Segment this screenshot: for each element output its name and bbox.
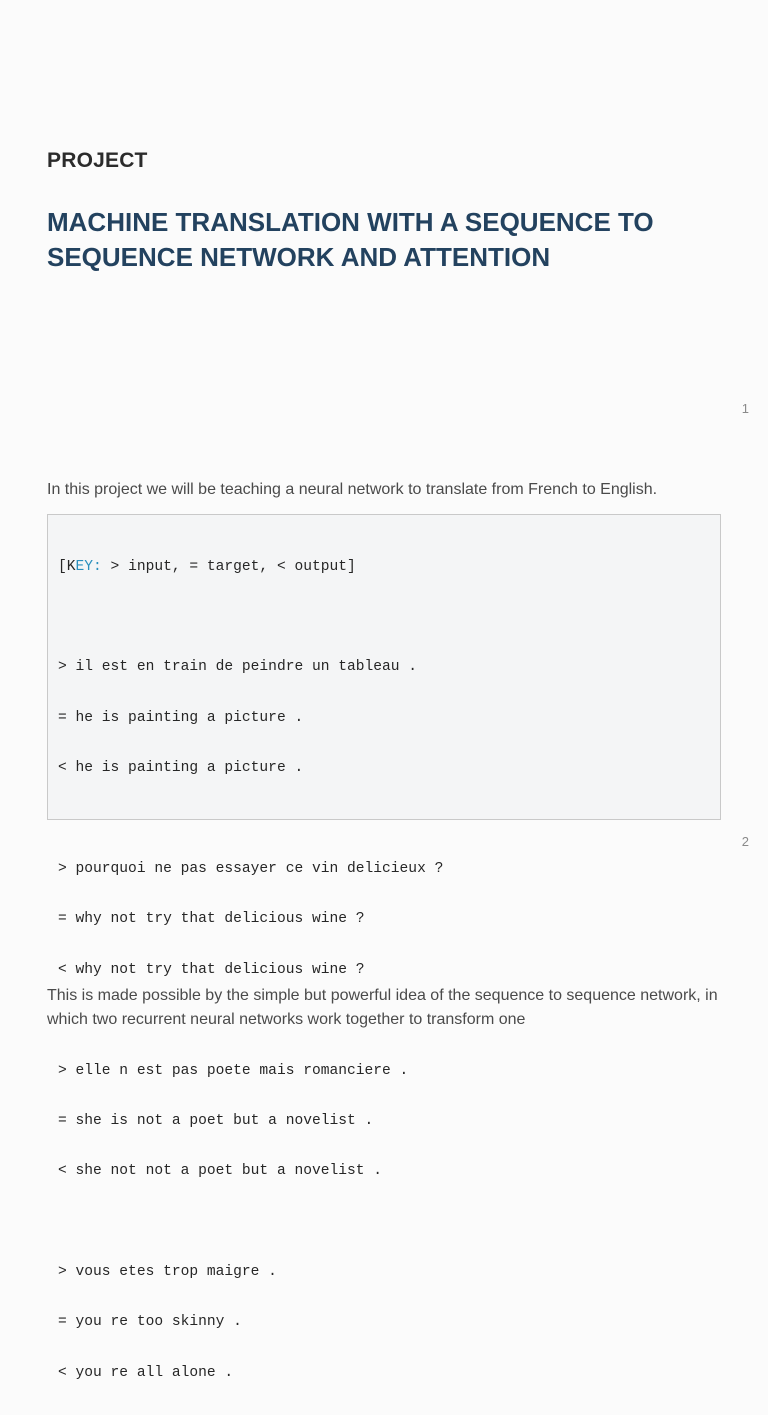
section-label: PROJECT <box>47 149 148 172</box>
code-line: = he is painting a picture . <box>58 709 304 726</box>
code-line: = why not try that delicious wine ? <box>58 911 365 928</box>
code-line: > il est en train de peindre un tableau . <box>58 659 418 676</box>
page-number: 1 <box>741 401 749 416</box>
page-title: MACHINE TRANSLATION WITH A SEQUENCE TO SEQUENCE NETWORK AND ATTENTION <box>47 207 654 272</box>
code-line: > pourquoi ne pas essayer ce vin delicieux ? <box>58 860 444 877</box>
code-key-line <box>58 559 710 576</box>
code-line: = you re too skinny . <box>58 1314 242 1331</box>
code-key-accent: EY: <box>75 558 102 575</box>
code-key-open: [K <box>58 558 76 575</box>
code-line: > vous etes trop maigre . <box>58 1264 277 1281</box>
code-line: < why not try that delicious wine ? <box>58 961 365 978</box>
code-line: < he is painting a picture . <box>58 760 304 777</box>
code-line: < she not not a poet but a novelist . <box>58 1163 383 1180</box>
code-line <box>58 1214 710 1231</box>
code-line <box>58 609 710 626</box>
code-key-rest: > input, = target, < output] <box>101 558 356 575</box>
code-line: < you re all alone . <box>58 1364 234 1381</box>
body-paragraph: This is made possible by the simple but powerful idea of the sequence to sequence network, in which two recurrent neural networks work together to transform one <box>47 987 718 1028</box>
code-line: > elle n est pas poete mais romanciere . <box>58 1062 409 1079</box>
code-line: = she is not a poet but a novelist . <box>58 1112 374 1129</box>
code-line <box>58 811 710 828</box>
intro-text: In this project we will be teaching a neural network to translate from French to English. <box>47 481 658 498</box>
page-number: 2 <box>741 834 749 849</box>
